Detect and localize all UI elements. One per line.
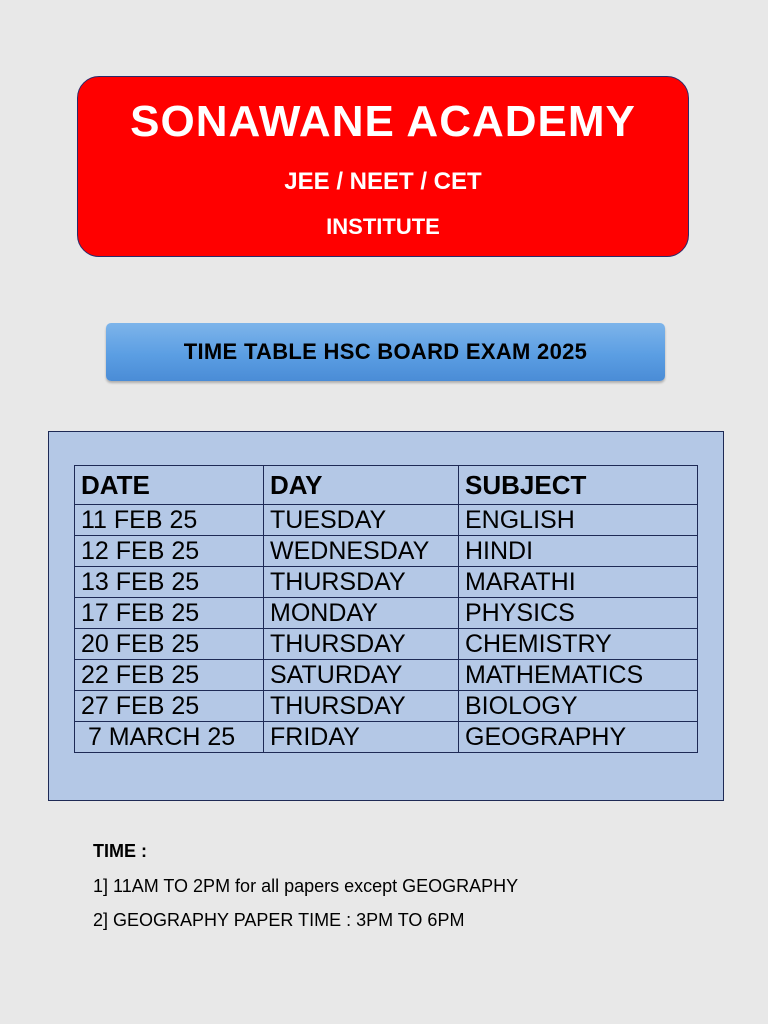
day-cell: THURSDAY <box>264 567 459 598</box>
exam-time-notes <box>93 841 518 944</box>
academy-tagline: INSTITUTE <box>326 214 440 239</box>
subject-cell: CHEMISTRY <box>459 629 698 660</box>
academy-header <box>77 76 689 257</box>
day-cell: MONDAY <box>264 598 459 629</box>
timetable-banner: TIME TABLE HSC BOARD EXAM 2025 <box>106 323 665 381</box>
table-row <box>75 598 698 629</box>
date-cell: 13 FEB 25 <box>75 567 264 598</box>
date-cell: 17 FEB 25 <box>75 598 264 629</box>
time-note-line: 2] GEOGRAPHY PAPER TIME : 3PM TO 6PM <box>93 910 465 930</box>
table-row <box>75 536 698 567</box>
table-row <box>75 722 698 753</box>
column-header-date: DATE <box>75 466 264 505</box>
date-cell: 22 FEB 25 <box>75 660 264 691</box>
subject-cell: MARATHI <box>459 567 698 598</box>
column-header-day: DAY <box>264 466 459 505</box>
table-header-row <box>75 466 698 505</box>
subject-cell: GEOGRAPHY <box>459 722 698 753</box>
date-cell: 11 FEB 25 <box>75 505 264 536</box>
subject-cell: HINDI <box>459 536 698 567</box>
day-cell: TUESDAY <box>264 505 459 536</box>
table-row <box>75 660 698 691</box>
subject-cell: MATHEMATICS <box>459 660 698 691</box>
date-cell: 12 FEB 25 <box>75 536 264 567</box>
table-row <box>75 567 698 598</box>
subject-cell: PHYSICS <box>459 598 698 629</box>
date-cell: 20 FEB 25 <box>75 629 264 660</box>
table-row <box>75 505 698 536</box>
day-cell: THURSDAY <box>264 691 459 722</box>
table-row <box>75 629 698 660</box>
schedule-table <box>74 465 698 753</box>
academy-title: SONAWANE ACADEMY <box>130 97 636 146</box>
subject-cell: BIOLOGY <box>459 691 698 722</box>
day-cell: SATURDAY <box>264 660 459 691</box>
day-cell: WEDNESDAY <box>264 536 459 567</box>
table-row <box>75 691 698 722</box>
time-label: TIME : <box>93 841 147 861</box>
day-cell: THURSDAY <box>264 629 459 660</box>
column-header-subject: SUBJECT <box>459 466 698 505</box>
time-note-line: 1] 11AM TO 2PM for all papers except GEOGRAPHY <box>93 876 519 896</box>
date-cell: 7 MARCH 25 <box>75 722 264 753</box>
day-cell: FRIDAY <box>264 722 459 753</box>
date-cell: 27 FEB 25 <box>75 691 264 722</box>
academy-subtitle: JEE / NEET / CET <box>284 168 482 195</box>
subject-cell: ENGLISH <box>459 505 698 536</box>
